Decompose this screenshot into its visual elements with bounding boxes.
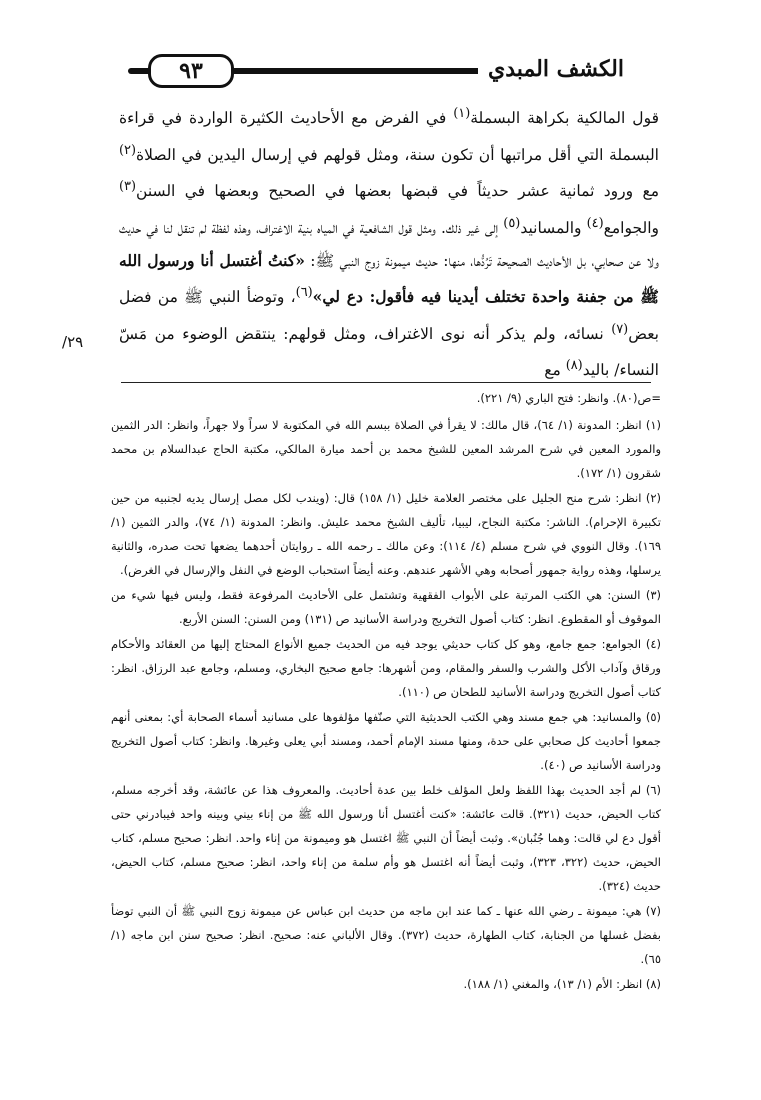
page-header <box>128 50 628 90</box>
footnote-ref: (٨) <box>565 358 583 374</box>
main-text-segment: والمسانيد <box>520 219 587 238</box>
footnote-1: (١) انظر: المدونة (١/ ٦٤)، قال مالك: لا يقرأ في الصلاة ببسم الله في المكتوبة لا سراً ولا جهراً، وانظر: الدر الثمين والمورد المعين في شرح المرشد المعين للشيخ محمد بن أحمد ميارة المالكي، مكتبة الحاج عبدالسلام بن محمد شقرون (١/ ١٧٢). <box>111 418 661 480</box>
footnote-separator <box>121 382 651 383</box>
footnote-6: (٦) لم أجد الحديث بهذا اللفظ ولعل المؤلف خلط بين عدة أحاديث. والمعروف هذا عن عائشة، وقد أخرجه مسلم، كتاب الحيض، حديث (٣٢١). قالت عائشة: «كنت أغتسل أنا ورسول الله ﷺ من إناء بيني وبينه واحد فيبادرني حتى أقول دع لي قالت: وهما جُنُبان». وثبت أيضاً أن النبي ﷺ اغتسل هو وميمونة من إناء واحد. انظر: صحيح مسلم، كتاب الحيض، حديث (٣٢٢، ٣٢٣)، وثبت أيضاً أنه اغتسل هو وأم سلمة من إناء واحد، انظر: صحيح مسلم، كتاب الحيض، حديث (٣٢٤). <box>111 783 661 893</box>
hadith-quote: «كنتُ أغتسل أنا ورسول الله ﷺ من جفنة واحدة تختلف أيدينا فيه فأقول: دع لي» <box>119 250 660 307</box>
footnote-ref: (٣) <box>119 179 137 195</box>
footnote-ref: (٦) <box>295 285 313 301</box>
main-text-segment: إلى غير ذلك. ومثل قول الشافعية في المياه بنية الاغتراف، وهذه لفظة لم تنقل لنا في حديث ولا عن صحابي، بل الأحاديث الصحيحة تَرُدُّها، منها: حديث ميمونة زوج النبي ﷺ: <box>119 219 659 270</box>
main-text-segment: مع ورود ثمانية عشر حديثاً في قبضها بعضها في الصحيح وبعضها في السنن <box>136 182 659 201</box>
footnote-ref: (٤) <box>586 215 604 231</box>
main-text-segment: قول المالكية بكراهة البسملة <box>470 109 659 128</box>
footnote-3: (٣) السنن: هي الكتب المرتبة على الأبواب الفقهية وتشتمل على الأحاديث المرفوعة فقط، وليس فيها شيء من الموقوف أو المقطوع. انظر: كتاب أصول التخريج ودراسة الأسانيد ص (١٣١) ومن السنن: السنن الأربع. <box>111 588 661 626</box>
footnote-ref: (٢) <box>119 142 137 158</box>
footnotes-section <box>111 386 661 997</box>
page-number: ٩٣ <box>148 54 234 88</box>
footnote-5: (٥) والمسانيد: هي جمع مسند وهي الكتب الحديثية التي صنّفها مؤلفوها على مسانيد أسماء الصحابة أي: بمعنى أنهم جمعوا أحاديث كل صحابي على حدة، ومنها مسند الإمام أحمد، ومسند أبي يعلى وغيرها. وانظر: كتاب أصول التخريج ودراسة الأسانيد ص (٤٠). <box>111 710 661 772</box>
footnote-8: (٨) انظر: الأم (١/ ١٣)، والمغني (١/ ١٨٨). <box>463 977 661 991</box>
main-text-segment: ، وتوضأ النبي ﷺ من فضل بعض <box>119 288 659 343</box>
margin-page-marker: ٢٩/ <box>62 333 84 351</box>
footnote-ref: (١) <box>453 106 471 121</box>
footnote-7: (٧) هي: ميمونة ـ رضي الله عنها ـ كما عند ابن ماجه من حديث ابن عباس عن ميمونة زوج النبي ﷺ أن النبي توضأ بفضل غسلها من الجنابة، كتاب الطهارة، حديث (٣٧٢). وقال الألباني عنه: صحيح. انظر: صحيح سنن ابن ماجه (١/ ٦٥). <box>111 904 661 966</box>
main-text-segment: والجوامع <box>603 219 659 238</box>
footnote-4: (٤) الجوامع: جمع جامع، وهو كل كتاب حديثي يوجد فيه من الحديث جميع الأنواع المحتاج إليها من العقائد والأحكام ورقاق وآداب الأكل والشرب والسفر والمقام، ومن أشهرها: جامع صحيح البخاري، ومسلم، وجامع عبد الرزاق. انظر: كتاب أصول التخريج ودراسة الأسانيد للطحان ص (١١٠). <box>111 637 661 699</box>
main-text-segment: نسائه، ولم يذكر أنه نوى الاغتراف، ومثل قولهم: ينتقض الوضوء من مَسّ النساء/ باليد <box>119 324 659 380</box>
footnote-2: (٢) انظر: شرح منح الجليل على مختصر العلامة خليل (١/ ١٥٨) قال: (ويندب لكل مصل إرسال يديه لجنبيه من حين تكبيرة الإحرام). الناشر: مكتبة النجاح، ليبيا، تأليف الشيخ محمد عليش. وانظر: المدونة (١/ ٧٤)، والدر الثمين (١/ ١٦٩). وقال النووي في شرح مسلم (٤/ ١١٤): وعن مالك ـ رحمه الله ـ روايتان أحدهما يضعها تحت صدره، والثانية يرسلها، وهذه رواية جمهور أصحابه وهي الأشهر عندهم. وعنه أيضاً استحباب الوضع في النفل والإرسال في الغرض). <box>111 491 662 577</box>
main-paragraph <box>119 98 659 387</box>
footnote-ref: (٥) <box>503 215 521 231</box>
main-text-segment: في الفرض مع الأحاديث الكثيرة الواردة في قراءة البسملة التي أقل مراتبها أن تكون سنة، ومثل قولهم في إرسال اليدين في الصلاة <box>119 109 659 164</box>
footnote-continuation: =ص(٨٠). وانظر: فتح الباري (٩/ ٢٢١). <box>476 391 661 405</box>
main-text-segment: مع <box>544 361 566 380</box>
book-title: الكشف المبدي <box>478 52 634 86</box>
footnote-ref: (٧) <box>611 321 629 337</box>
main-text-body <box>119 98 659 387</box>
